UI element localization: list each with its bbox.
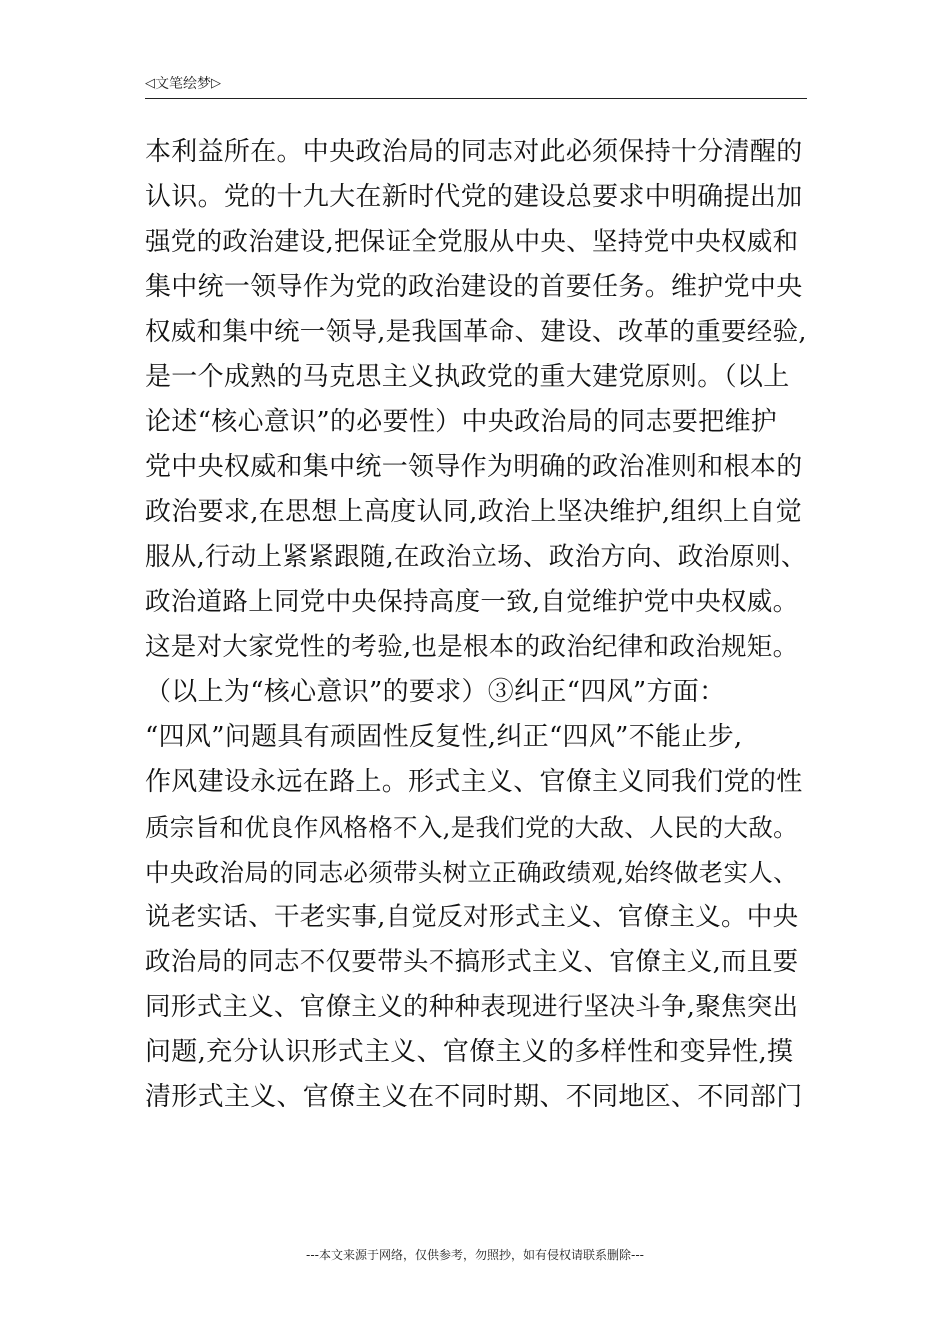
text-line: 质宗旨和优良作风格格不入,是我们党的大敌、人民的大敌。 [145,813,798,842]
text-line: 说老实话、干老实事,自觉反对形式主义、官僚主义。中央 [145,902,799,932]
text-line: 强党的政治建设,把保证全党服从中央、坚持党中央权威和 [145,227,799,257]
document-body [145,130,809,1120]
text-line: 本利益所在。中央政治局的同志对此必须保持十分清醒的 [145,137,803,167]
right-triangle-icon: ▷ [211,76,221,91]
page-header [145,74,807,99]
text-line: 政治局的同志不仅要带头不搞形式主义、官僚主义,而且要 [145,947,799,977]
text-line: “四风”问题具有顽固性反复性,纠正“四风”不能止步, [145,722,743,752]
header-title: 文笔绘梦 [155,76,211,92]
text-line: 清形式主义、官僚主义在不同时期、不同地区、不同部门 [145,1082,803,1112]
text-line: 集中统一领导作为党的政治建设的首要任务。维护党中央 [145,272,803,302]
text-line: 同形式主义、官僚主义的种种表现进行坚决斗争,聚焦突出 [145,992,799,1022]
text-line: 问题,充分认识形式主义、官僚主义的多样性和变异性,摸 [145,1037,794,1067]
text-line: （以上为“核心意识”的要求）③纠正“四风”方面： [145,677,726,707]
text-line: 作风建设永远在路上。形式主义、官僚主义同我们党的性 [145,767,803,797]
text-line: 中央政治局的同志必须带头树立正确政绩观,始终做老实人、 [145,858,798,887]
text-line: 政治道路上同党中央保持高度一致,自觉维护党中央权威。 [145,587,799,617]
text-line: 论述“核心意识”的必要性）中央政治局的同志要把维护 [145,407,778,437]
page-footer: ---本文来源于网络，仅供参考，勿照抄，如有侵权请联系删除--- [306,1248,644,1262]
text-line: 是一个成熟的马克思主义执政党的重大建党原则。（以上 [145,362,790,392]
text-line: 权威和集中统一领导,是我国革命、建设、改革的重要经验, [145,317,807,347]
text-line: 这是对大家党性的考验,也是根本的政治纪律和政治规矩。 [145,632,799,662]
text-line: 服从,行动上紧紧跟随,在政治立场、政治方向、政治原则、 [145,542,807,572]
text-line: 党中央权威和集中统一领导作为明确的政治准则和根本的 [145,452,803,482]
left-triangle-icon: ◁ [145,76,155,91]
text-line: 认识。党的十九大在新时代党的建设总要求中明确提出加 [145,182,803,212]
text-line: 政治要求,在思想上高度认同,政治上坚决维护,组织上自觉 [145,497,802,527]
